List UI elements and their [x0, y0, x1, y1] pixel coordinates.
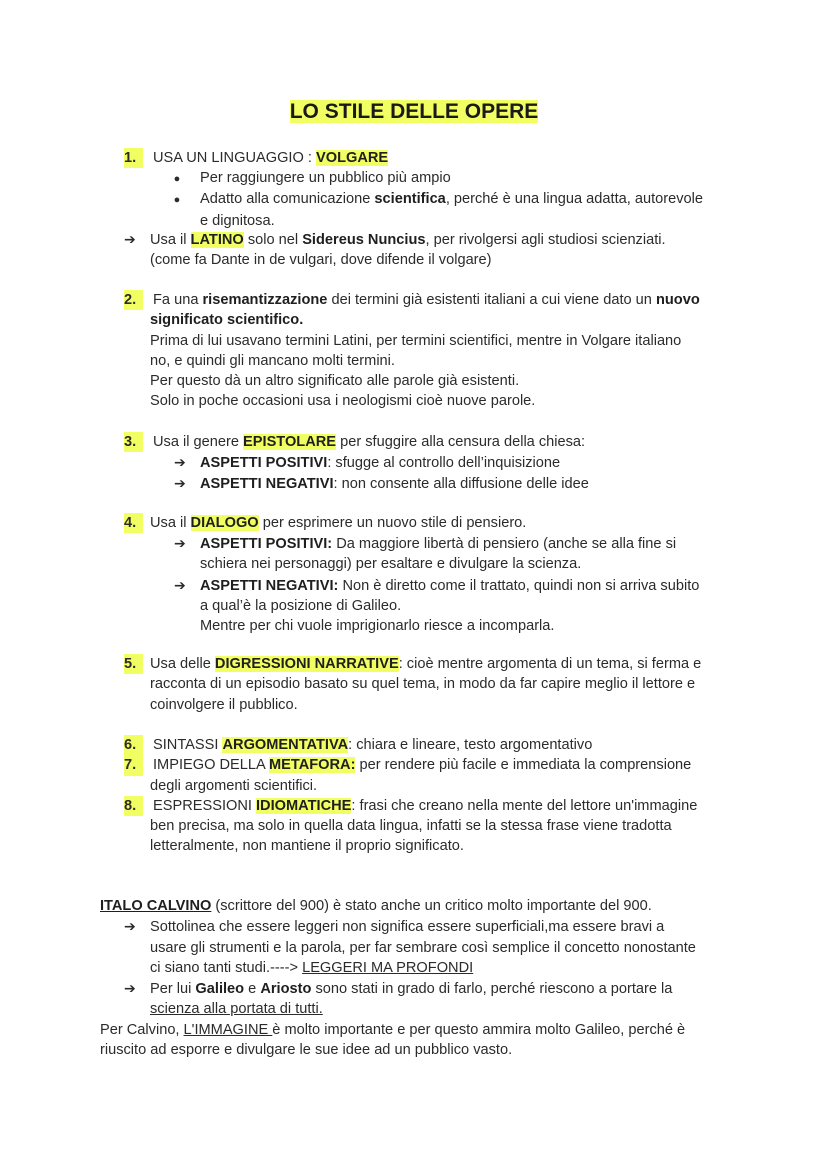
list-item: ● Per raggiungere un pubblico più ampio [164, 168, 703, 189]
section-3: 3. Usa il genere EPISTOLARE per sfuggire alla censura della chiesa: [124, 432, 585, 452]
list-item: ➔ ASPETTI POSITIVI: sfugge al controllo dell’inquisizione [174, 454, 561, 471]
bullet-icon: ● [173, 173, 181, 185]
section-number: 8. [124, 796, 143, 816]
arrow-icon: ➔ [174, 475, 186, 492]
list-item: ● Adatto alla comunicazione scientifica, perché è una lingua adatta, autorevole [164, 189, 703, 210]
arrow-icon: ➔ [174, 576, 186, 593]
list-item: ➔ Sottolinea che essere leggeri non significa essere superficiali,ma essere bravi a [124, 918, 665, 936]
list-item: ➔ Per lui Galileo e Ariosto sono stati in grado di farlo, perché riescono a portare la [124, 980, 673, 998]
section-7: 7. IMPIEGO DELLA METAFORA: per rendere più facile e immediata la comprensione [124, 755, 697, 775]
section-3-aspects [174, 452, 589, 495]
section-number: 5. [124, 654, 143, 674]
list-item: ➔ ASPETTI NEGATIVI: non consente alla diffusione delle idee [174, 475, 589, 493]
section-1-note: ➔ Usa il LATINO solo nel Sidereus Nuncius, per rivolgersi agli studiosi scienziati. (come fa Dante in de vulgari, dove difende il volgare) [124, 231, 666, 269]
arrow-icon: ➔ [174, 454, 186, 470]
arrow-icon: ➔ [124, 980, 136, 997]
calvino-section: ITALO CALVINO (scrittore del 900) è stato anche un critico molto importante del 900. ➔ Sottolinea che essere leggeri non significa essere superficiali,ma essere bravi a usare gli strumenti e la parola, per far sembrare così semplice il concetto nonostante ci siano tanti studi.----> LEGGERI MA PROFONDI ➔ Per lui Galileo e Ariosto sono stati in grado di farlo, perché riescono a portare la scienza alla portata di tutti. Per Calvino, L'IMMAGINE è molto importante e per questo ammira molto Galileo, perché è riuscito ad esporre e divulgare le sue idee ad un pubblico vasto. [100, 898, 696, 1059]
calvino-heading: ITALO CALVINO [100, 898, 212, 914]
section-number: 7. [124, 755, 143, 775]
section-4: 4. Usa il DIALOGO per esprimere un nuovo stile di pensiero. [124, 513, 526, 533]
section-number: 3. [124, 432, 143, 452]
bullet-icon: ● [173, 194, 181, 207]
page-title: LO STILE DELLE OPERE [289, 100, 539, 123]
sections-6-8: 6. SINTASSI ARGOMENTATIVA: chiara e lineare, testo argomentativo 7. IMPIEGO DELLA METAFORA: per rendere più facile e immediata la comprensione degli argomenti scientifici. 8. ESPRESSIONI IDIOMATICHE: frasi che creano nella mente del lettore un'immagine ben precisa, ma solo in quella data lingua, infatti se la stessa frase viene tradotta letteralmente, non mantiene il proprio significato. [124, 737, 698, 855]
list-item: ➔ ASPETTI NEGATIVI: Non è diretto come il trattato, quindi non si arriva subito [174, 576, 700, 594]
section-number: 2. [124, 290, 143, 310]
section-4-aspects: ➔ ASPETTI POSITIVI: Da maggiore libertà di pensiero (anche se alla fine si schiera nei personaggi) per esaltare e divulgare la scienza. ➔ ASPETTI NEGATIVI: Non è diretto come il trattato, quindi non si arriva subito a qual’è la posizione di Galileo. Mentre per chi vuole imprigionarlo riesce a incomparla. [174, 535, 700, 635]
section-number: 4. [124, 513, 143, 533]
list-item: ➔ ASPETTI POSITIVI: Da maggiore libertà di pensiero (anche se alla fine si [174, 535, 677, 552]
arrow-icon: ➔ [174, 535, 186, 551]
section-2: 2. Fa una risemantizzazione dei termini già esistenti italiani a cui viene dato un nuovo significato scientifico. Prima di lui usavano termini Latini, per termini scientifici, mentre in Volgare italiano no, e quindi gli mancano molti termini. Per questo dà un altro significato alle parole già esistenti. Solo in poche occasioni usa i neologismi cioè nuove parole. [124, 292, 700, 410]
section-1-bullets: ● Per raggiungere un pubblico più ampio ● Adatto alla comunicazione scientifica, perché è una lingua adatta, autorevole e dignitosa. [164, 168, 703, 231]
section-number: 1. [124, 148, 143, 168]
section-number: 6. [124, 735, 143, 755]
arrow-icon: ➔ [124, 231, 136, 247]
section-5: 5. Usa delle DIGRESSIONI NARRATIVE: cioè mentre argomenta di un tema, si ferma e racconta di un episodio basato su quel tema, in modo da far capire meglio il lettore e coinvolgere il pubblico. [124, 656, 702, 713]
arrow-icon: ➔ [124, 918, 136, 935]
section-6: 6. SINTASSI ARGOMENTATIVA: chiara e lineare, testo argomentativo [124, 735, 697, 755]
section-1: 1. USA UN LINGUAGGIO : VOLGARE [124, 148, 388, 168]
section-8: 8. ESPRESSIONI IDIOMATICHE: frasi che creano nella mente del lettore un'immagine [124, 796, 697, 816]
